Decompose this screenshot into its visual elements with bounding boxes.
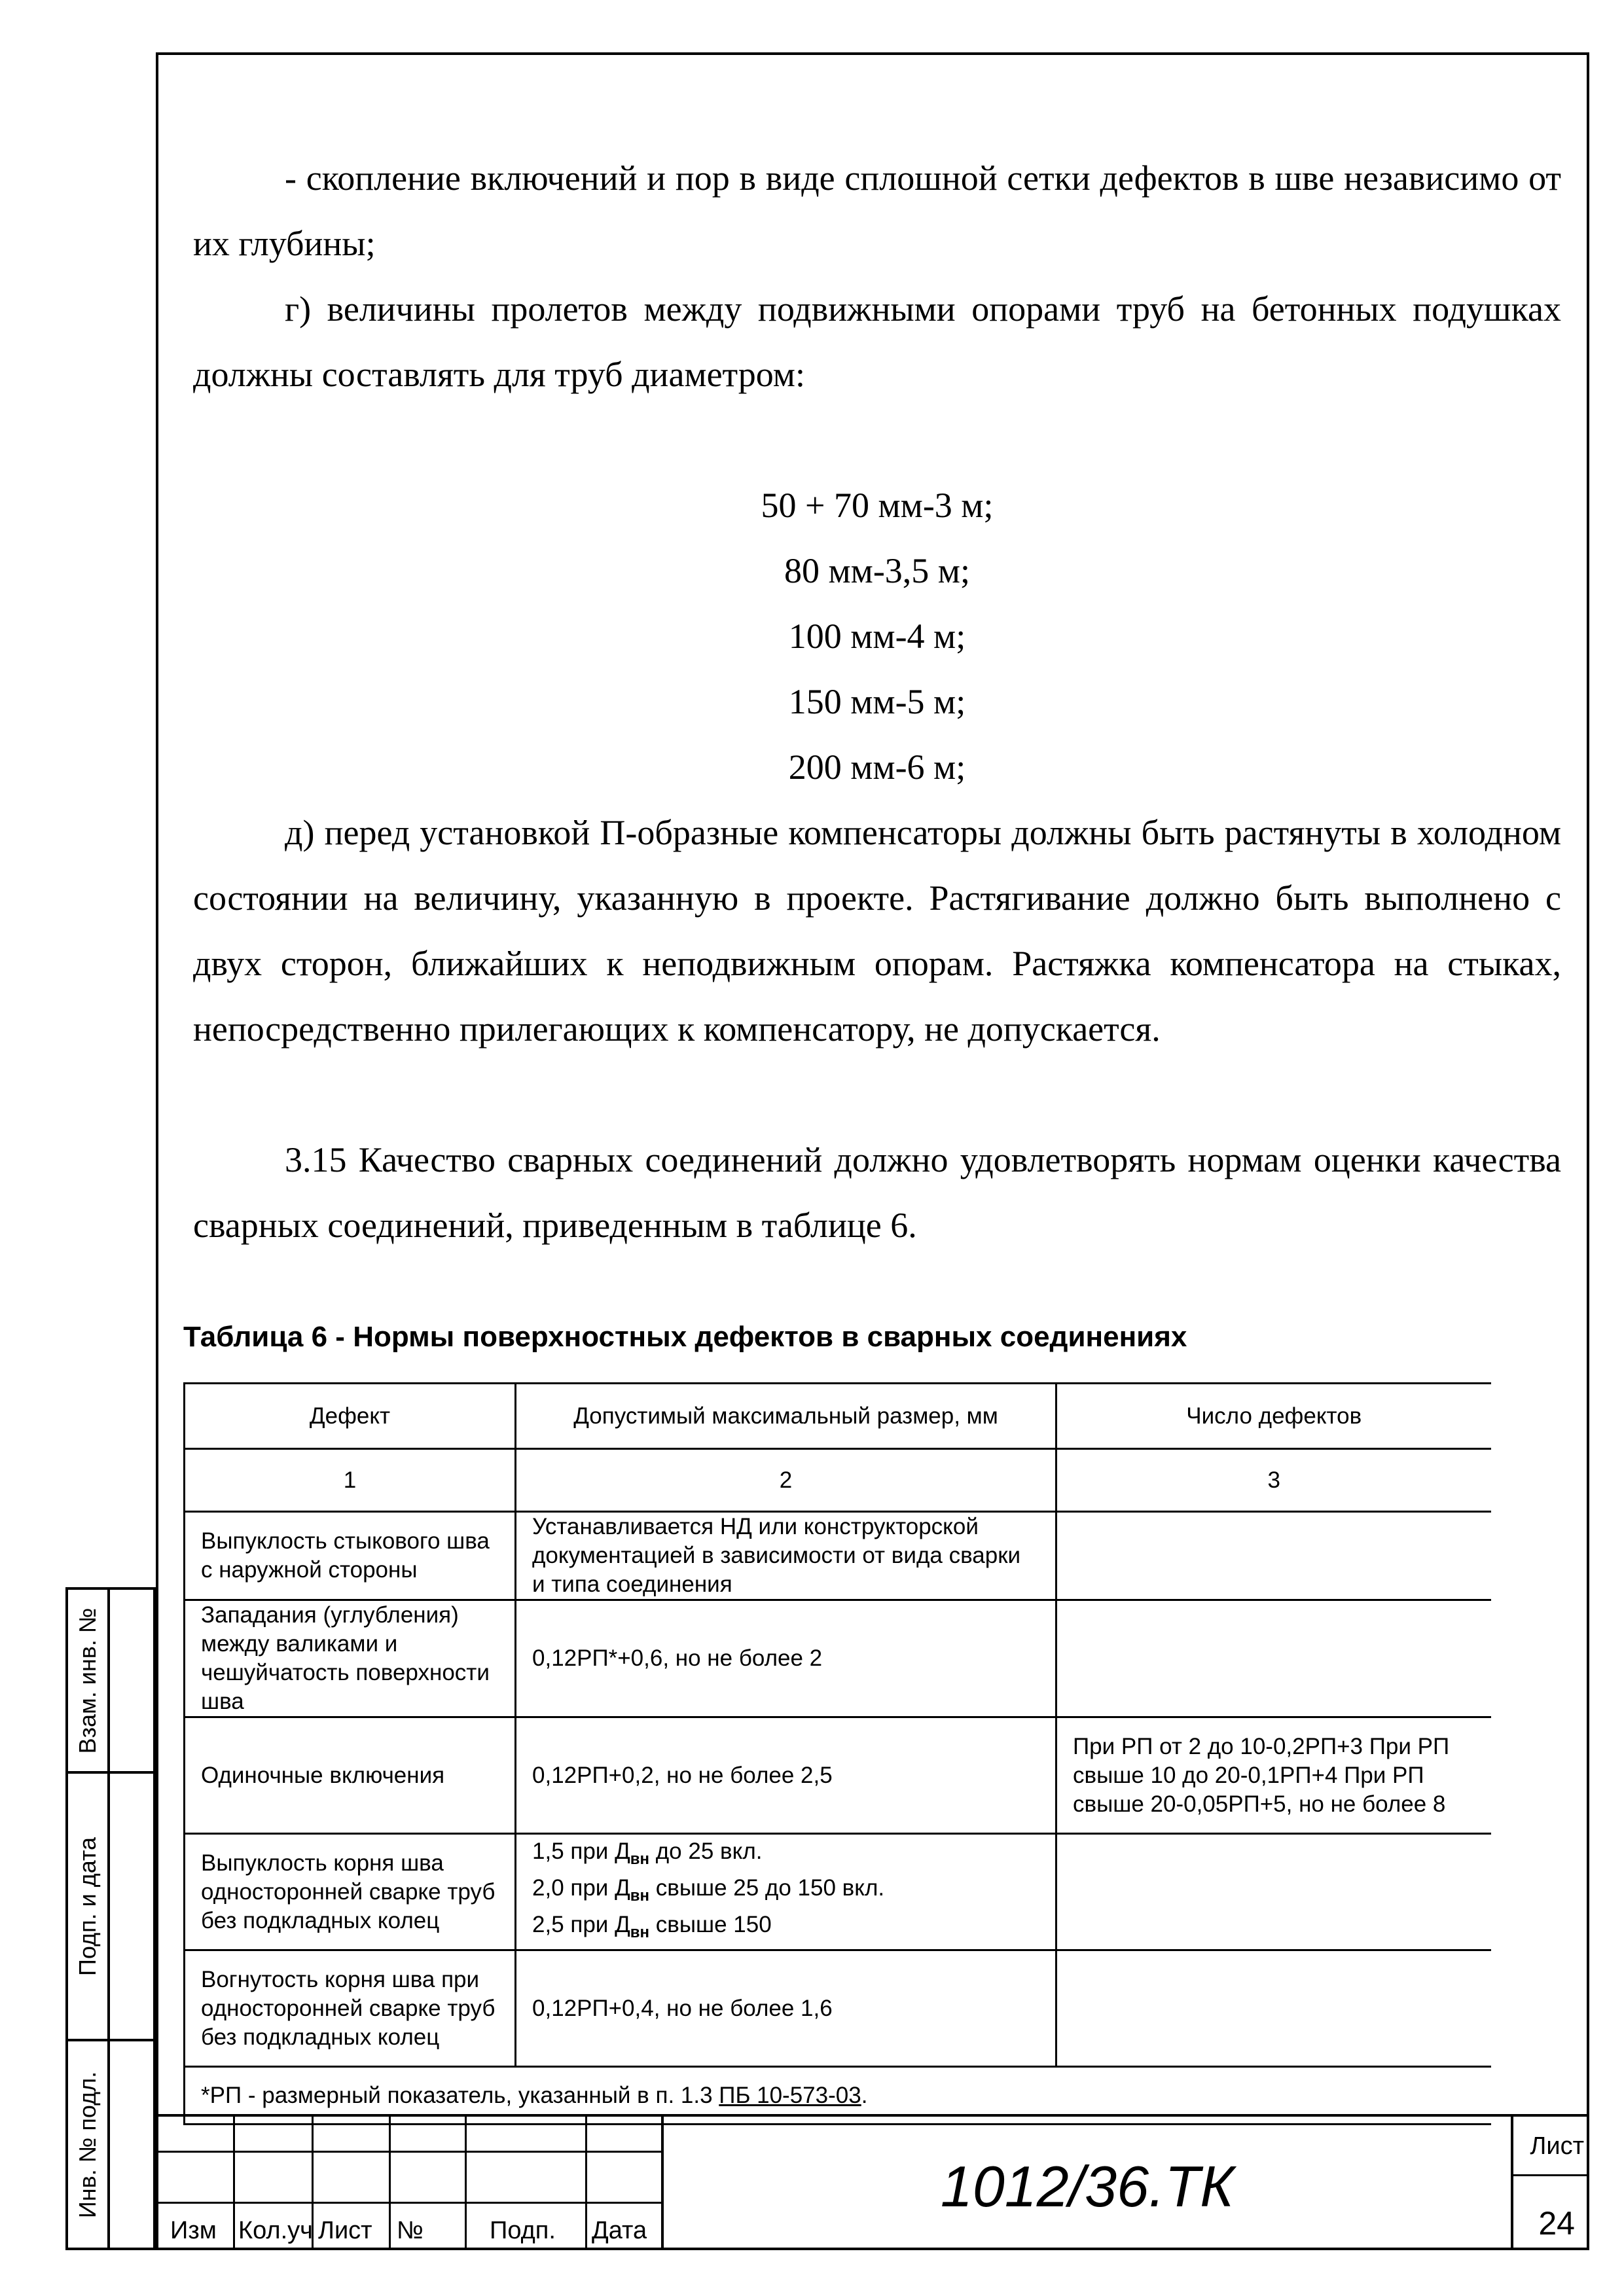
size-line: 2,5 при $Д_{вн}$ свыше 150 xyxy=(532,1911,772,1941)
sheet-label: Лист xyxy=(1530,2132,1584,2160)
span-item: 200 мм-6 м; xyxy=(788,747,966,787)
table-number-row xyxy=(185,1449,1491,1512)
col-number: 2 xyxy=(516,1449,1056,1512)
sheet-number: 24 xyxy=(1538,2205,1575,2242)
footnote-reference: ПБ 10-573-03 xyxy=(719,2082,861,2108)
paragraph-span-lengths: г) величины пролетов между подвижными опорами труб на бетонных подушках должны составлять для труб диаметром: xyxy=(193,289,1561,394)
cell-defect: Выпуклость стыкового шва с наружной стороны xyxy=(185,1512,516,1600)
span-item: 100 мм-4 м; xyxy=(788,617,966,656)
span-item: 50 + 70 мм-3 м; xyxy=(761,486,994,525)
side-label-replacement-inv: Взам. инв. № xyxy=(74,1607,101,1754)
span-item: 150 мм-5 м; xyxy=(788,682,966,721)
cell-defect: Одиночные включения xyxy=(185,1717,516,1834)
cell-count xyxy=(1056,1834,1491,1950)
table-header-row xyxy=(185,1384,1491,1449)
side-stamp-original-inv xyxy=(65,2039,156,2250)
table-row xyxy=(185,1717,1491,1834)
cell-count xyxy=(1056,1600,1491,1717)
cell-count xyxy=(1056,1512,1491,1600)
defects-table xyxy=(183,1382,1491,2125)
span-list xyxy=(193,473,1561,800)
table-row xyxy=(185,1834,1491,1950)
document-code: 1012/36.ТК xyxy=(940,2154,1235,2219)
paragraph-3-15: 3.15 Качество сварных соединений должно удовлетворять нормам оценки качества сварных соединений, приведенным в таблице 6. xyxy=(193,1140,1561,1245)
table-row xyxy=(185,1950,1491,2067)
cell-size: 0,12РП+0,4, но не более 1,6 xyxy=(516,1950,1056,2067)
table-footnote: *РП - размерный показатель, указанный в п. 1.3 ПБ 10-573-03. xyxy=(185,2067,1491,2125)
tb-col-change: Изм xyxy=(170,2217,217,2244)
tb-col-doc-number: № xyxy=(397,2217,424,2244)
table-row xyxy=(185,1512,1491,1600)
tb-col-signature: Подп. xyxy=(490,2217,556,2244)
table-row xyxy=(185,1600,1491,1717)
cell-size xyxy=(516,1834,1056,1950)
cell-count xyxy=(1056,1950,1491,2067)
cell-size: 0,12РП+0,2, но не более 2,5 xyxy=(516,1717,1056,1834)
cell-size: Устанавливается НД или конструкторской документацией в зависимости от вида сварки и типа соединения xyxy=(516,1512,1056,1600)
tb-col-date: Дата xyxy=(592,2217,647,2244)
side-label-original-inv: Инв. № подл. xyxy=(74,2071,101,2218)
tb-col-count: Кол.уч xyxy=(238,2217,313,2244)
cell-defect: Вогнутость корня шва при односторонней сварке труб без подкладных колец xyxy=(185,1950,516,2067)
table-caption: Таблица 6 - Нормы поверхностных дефектов в сварных соединениях xyxy=(183,1321,1187,1353)
header-count: Число дефектов xyxy=(1056,1384,1491,1449)
header-max-size: Допустимый максимальный размер, мм xyxy=(516,1384,1056,1449)
side-stamp-signature-date xyxy=(65,1771,156,2041)
col-number: 1 xyxy=(185,1449,516,1512)
size-line: 1,5 при $Д_{вн}$ до 25 вкл. xyxy=(532,1838,763,1868)
title-block xyxy=(156,2114,1589,2250)
side-label-signature-date: Подп. и дата xyxy=(74,1837,101,1976)
header-defect: Дефект xyxy=(185,1384,516,1449)
col-number: 3 xyxy=(1056,1449,1491,1512)
cell-size: 0,12РП*+0,6, но не более 2 xyxy=(516,1600,1056,1717)
cell-defect: Выпуклость корня шва односторонней сварке труб без подкладных колец xyxy=(185,1834,516,1950)
span-item: 80 мм-3,5 м; xyxy=(784,551,970,590)
side-stamp-replacement xyxy=(65,1587,156,1774)
cell-defect: Западания (углубления) между валиками и чешуйчатость поверхности шва xyxy=(185,1600,516,1717)
size-line: 2,0 при $Д_{вн}$ свыше 25 до 150 вкл. xyxy=(532,1874,885,1905)
paragraph-compensators: д) перед установкой П-образные компенсаторы должны быть растянуты в холодном состоянии на величину, указанную в проекте. Растягивание должно быть выполнено с двух сторон, ближайших к неподвижным опорам. Растяжка компенсатора на стыках, непосредственно прилегающих к компенсатору, не допускается. xyxy=(193,813,1561,1049)
tb-col-sheet: Лист xyxy=(318,2217,372,2244)
cell-count: При РП от 2 до 10-0,2РП+3 При РП свыше 10 до 20-0,1РП+4 При РП свыше 20-0,05РП+5, но не более 8 xyxy=(1056,1717,1491,1834)
paragraph-defects-cluster: - скопление включений и пор в виде сплошной сетки дефектов в шве независимо от их глубины; xyxy=(193,158,1561,263)
